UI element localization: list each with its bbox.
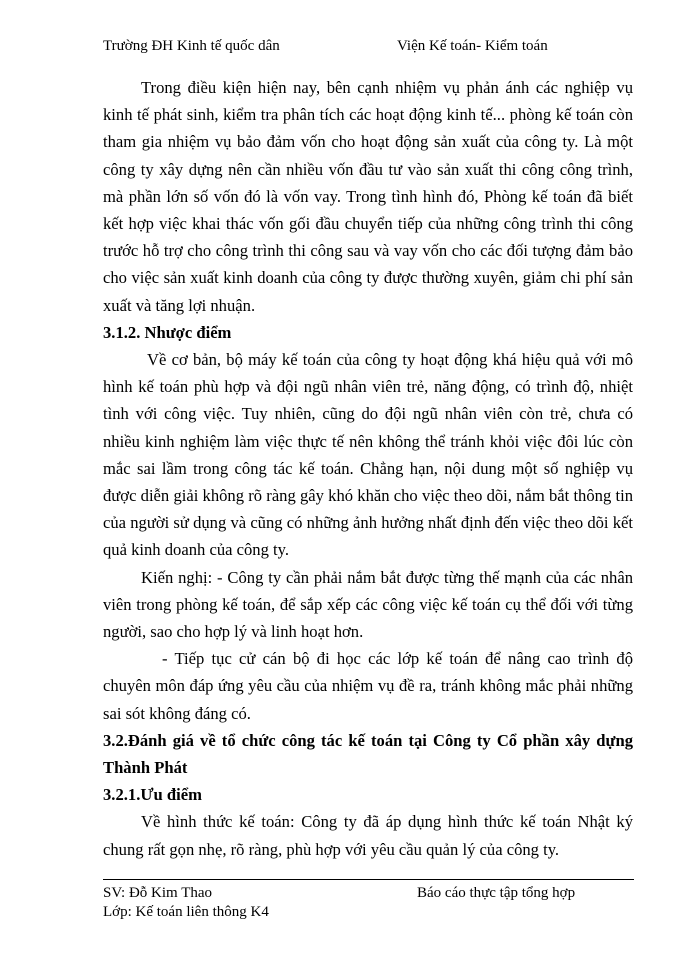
paragraph-weaknesses: Về cơ bản, bộ máy kế toán của công ty hoạt động khá hiệu quả với mô hình kế toán phù hợp và đội ngũ nhân viên trẻ, năng động, có trình độ, nhiệt tình với công việc. Tuy nhiên, cũng do đội ngũ nhân viên còn trẻ, chưa có nhiều kinh nghiệm làm việc thực tế nên không thể tránh khỏi việc đôi lúc còn mắc sai lầm trong công tác kế toán. Chẳng hạn, nội dung một số nghiệp vụ được diễn giải không rõ ràng gây khó khăn cho việc theo dõi, nắm bắt thông tin của người sử dụng và cũng có những ảnh hưởng nhất định đến việc theo dõi kết quả kinh doanh của công ty. [103,350,633,560]
footer-divider [103,879,634,880]
footer-report-title: Báo cáo thực tập tổng hợp [417,885,576,901]
footer-student-name: SV: Đỗ Kim Thao [103,885,213,901]
paragraph-recommendation-2: - Tiếp tục cử cán bộ đi học các lớp kế toán để nâng cao trình độ chuyên môn đáp ứng yêu cầu của nhiệm vụ đề ra, tránh không mắc phải những sai sót không đáng có. [103,649,633,723]
heading-3-1-2-weaknesses: 3.1.2. Nhược điểm [103,322,232,342]
paragraph-accounting-form: Về hình thức kế toán: Công ty đã áp dụng hình thức kế toán Nhật ký chung rất gọn nhẹ, rõ ràng, phù hợp với yêu cầu quản lý của công ty. [103,812,633,859]
document-body [103,74,633,863]
paragraph-recommendation-1: Kiến nghị: - Công ty cần phải nắm bắt được từng thế mạnh của các nhân viên trong phòng kế toán, để sắp xếp các công việc kế toán cụ thể đối với từng người, sao cho hợp lý và linh hoạt hơn. [103,567,633,642]
page-header [103,38,603,60]
heading-3-2-1-strengths: 3.2.1.Ưu điểm [103,785,202,805]
header-institute: Viện Kế toán- Kiểm toán [397,38,548,54]
footer-class: Lớp: Kế toán liên thông K4 [103,904,269,920]
header-university: Trường ĐH Kinh tế quốc dân [103,38,280,54]
paragraph-capital-management: Trong điều kiện hiện nay, bên cạnh nhiệm vụ phản ánh các nghiệp vụ kinh tế phát sinh, kiểm tra phân tích các hoạt động kinh tế... phòng kế toán còn tham gia nhiệm vụ bảo đảm vốn cho hoạt động sản xuất của công ty. Là một công ty xây dựng nên cần nhiều vốn đầu tư vào sản xuất thi công công trình, mà phần lớn số vốn đó là vốn vay. Trong tình hình đó, Phòng kế toán đã biết kết hợp việc khai thác vốn gối đầu chuyển tiếp của những công trình thi công trước hỗ trợ cho công trình thi công sau và vay vốn cho các đối tượng đảm bảo cho việc sản xuất kinh doanh của công ty được thường xuyên, giảm chi phí sản xuất và tăng lợi nhuận. [103,78,633,315]
heading-3-2-evaluation: 3.2.Đánh giá về tổ chức công tác kế toán tại Công ty Cổ phần xây dựng Thành Phát [103,730,633,778]
